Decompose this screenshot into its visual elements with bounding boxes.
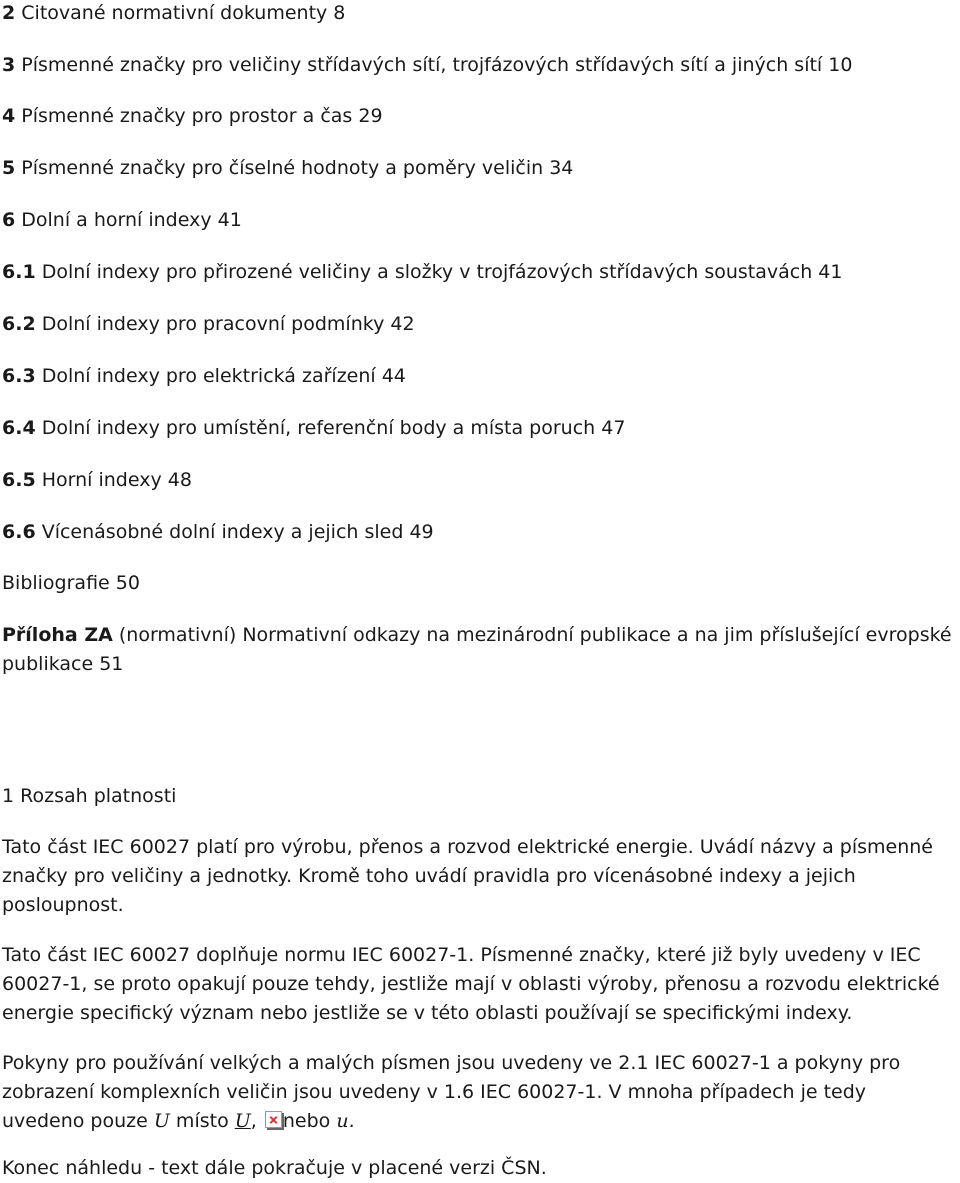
toc-title: Vícenásobné dolní indexy a jejich sled 49 bbox=[35, 521, 434, 543]
toc-entry[interactable] bbox=[2, 310, 415, 339]
toc-title: Dolní indexy pro umístění, referenční body a místa poruch 47 bbox=[35, 417, 626, 439]
toc-title: Písmenné značky pro veličiny střídavých sítí, trojfázových střídavých sítí a jiných sítí 10 bbox=[15, 54, 853, 76]
toc-title: Písmenné značky pro prostor a čas 29 bbox=[15, 105, 383, 127]
toc-entry[interactable] bbox=[2, 0, 345, 28]
toc-entry[interactable] bbox=[2, 414, 625, 443]
toc-number: 6 bbox=[2, 209, 16, 231]
toc-title: Písmenné značky pro číselné hodnoty a poměry veličin 34 bbox=[15, 157, 574, 179]
toc-number: 3 bbox=[2, 54, 16, 76]
annex-label: Příloha ZA bbox=[2, 624, 113, 646]
toc-annex-continuation: publikace 51 bbox=[2, 653, 124, 675]
broken-image-icon bbox=[265, 1111, 282, 1128]
toc-entry[interactable] bbox=[2, 258, 843, 287]
toc-number: 2 bbox=[2, 2, 16, 24]
toc-entry[interactable] bbox=[2, 206, 242, 235]
paragraph bbox=[2, 1049, 954, 1136]
paragraph bbox=[2, 833, 954, 920]
symbol-U: U bbox=[153, 1110, 170, 1132]
preview-end-notice: Konec náhledu - text dále pokračuje v placené verzi ČSN. bbox=[2, 1157, 547, 1179]
paragraph-segment: , bbox=[250, 1110, 263, 1132]
toc-number: 6.6 bbox=[2, 521, 36, 543]
annex-title: (normativní) Normativní odkazy na mezinárodní publikace a na jim příslušející evropské bbox=[112, 624, 952, 646]
toc-number: 6.3 bbox=[2, 365, 36, 387]
toc-number: 6.2 bbox=[2, 313, 36, 335]
toc-entry[interactable] bbox=[2, 102, 383, 131]
paragraph-text: Tato část IEC 60027 doplňuje normu IEC 60027-1. Písmenné značky, které již byly uvedeny v IEC 60027-1, se proto opakují pouze tehdy, jestliže mají v oblasti výroby, přenosu a rozvodu elektrické energie specifický význam nebo jestliže se v této oblasti používají se specifickými indexy. bbox=[2, 944, 940, 1024]
section-heading: 1 Rozsah platnosti bbox=[2, 785, 177, 807]
toc-title: Horní indexy 48 bbox=[35, 469, 192, 491]
toc-bibliography[interactable]: Bibliografie 50 bbox=[2, 572, 140, 594]
toc-number: 5 bbox=[2, 157, 16, 179]
toc-annex[interactable] bbox=[2, 621, 952, 650]
toc-entry[interactable] bbox=[2, 466, 192, 495]
toc-number: 4 bbox=[2, 105, 16, 127]
toc-number: 6.4 bbox=[2, 417, 36, 439]
paragraph-text bbox=[2, 1049, 954, 1136]
toc-title: Dolní indexy pro elektrická zařízení 44 bbox=[35, 365, 406, 387]
toc-entry[interactable] bbox=[2, 51, 852, 80]
paragraph-segment: Pokyny pro používání velkých a malých písmen jsou uvedeny ve 2.1 IEC 60027-1 a pokyny pro zobrazení komplexních veličin jsou uvedeny v 1.6 IEC 60027-1. V mnoha případech je tedy uvedeno pouze bbox=[2, 1052, 901, 1132]
toc-entry[interactable] bbox=[2, 362, 406, 391]
paragraph-segment: místo bbox=[169, 1110, 235, 1132]
paragraph-segment: . bbox=[348, 1110, 355, 1132]
toc-title: Citované normativní dokumenty 8 bbox=[15, 2, 346, 24]
toc-title: Dolní indexy pro přirozené veličiny a složky v trojfázových střídavých soustavách 41 bbox=[35, 261, 843, 283]
symbol-u: u bbox=[336, 1110, 349, 1132]
paragraph-segment: nebo bbox=[282, 1110, 337, 1132]
toc-title: Dolní indexy pro pracovní podmínky 42 bbox=[35, 313, 415, 335]
toc-entry[interactable] bbox=[2, 154, 573, 183]
toc-entry[interactable] bbox=[2, 518, 434, 547]
toc-number: 6.1 bbox=[2, 261, 36, 283]
toc-title: Dolní a horní indexy 41 bbox=[15, 209, 242, 231]
paragraph bbox=[2, 941, 954, 1028]
paragraph-text: Tato část IEC 60027 platí pro výrobu, přenos a rozvod elektrické energie. Uvádí názvy a písmenné značky pro veličiny a jednotky. Kromě toho uvádí pravidla pro vícenásobné indexy a jejich posloupnost. bbox=[2, 836, 933, 916]
symbol-U-complex: U bbox=[234, 1110, 251, 1132]
toc-number: 6.5 bbox=[2, 469, 36, 491]
